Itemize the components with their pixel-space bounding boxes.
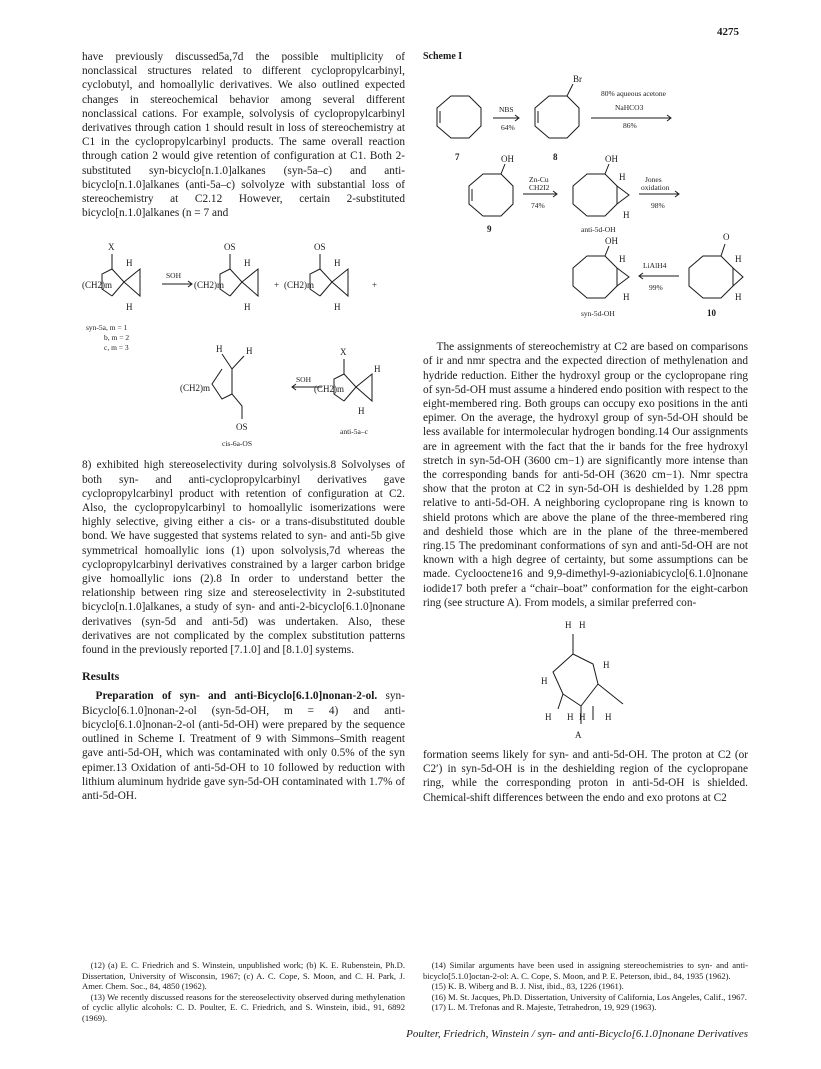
plus-sign: +	[372, 280, 378, 291]
nbs-yield: 64%	[501, 123, 515, 133]
scheme-structures	[423, 68, 748, 336]
footnote-14: (14) Similar arguments have been used in assigning stereochemistries to syn- and anti-bicyclo[5.1.0]octan-2-ol: A. C. Cope, S. Moon, and P. E. Peterson, ibid., 84, 1935 (1962).	[423, 960, 748, 981]
footnote-16: (16) M. St. Jacques, Ph.D. Dissertation, University of California, Los Angeles, Calif., 1967.	[431, 991, 747, 1002]
footnote-17: (17) L. M. Trefonas and R. Majeste, Tetrahedron, 19, 929 (1963).	[431, 1002, 657, 1013]
right-paragraph-1: The assignments of stereochemistry at C2 are based on comparisons of ir and nmr spectra and the expected direction of methylenation and hydride reduction. Either the hydroxyl group or the cyclopropane ring of syn-5d-OH must assume a hindered endo position with respect to the eight-membered ring. Both groups can occupy exo positions in the anti epimer. On the average, the hydroxyl group of syn-5d-OH should be less available for intermolecular hydrogen bonding.14 Our assignments are in agreement with the fact that the ir bands for the free hydroxyl stretch in syn-5d-OH (3600 cm−1) are significantly more intense than the corresponding bands for anti-5d-OH (3620 cm−1). Nmr spectra show that the proton at C2 in syn-5d-OH is deshielded by 1.28 ppm relative to anti-5d-OH. A neighboring cyclopropane ring is known to shield protons which are above the plane of the three-membered ring and deshield those which are in the plane of the three-membered ring.15 The predominant conformations of syn and anti-5d-OH are not known with a high degree of certainty, but some assumptions can be made. Cyclooctene16 and 9,9-dimethyl-9-azioniabicyclo[6.1.0]nonane iodide17 both prefer a “chair–boat” conformation for the eight-carbon ring (see structure A). From models, a similar preferred con-	[423, 341, 748, 609]
results-heading: Results	[82, 669, 120, 684]
solvolysis-figure	[82, 224, 405, 454]
h-label: H	[126, 258, 133, 269]
oxidation-label: oxidation	[641, 183, 670, 193]
ch2m-label: (CH2)m	[314, 384, 344, 395]
h-label: H	[579, 620, 586, 631]
h-label: H	[565, 620, 572, 631]
plus-sign: +	[274, 280, 280, 291]
h-label: H	[605, 712, 612, 723]
structure-a	[423, 614, 748, 744]
h-label: H	[246, 346, 253, 357]
ch2m-label: (CH2)m	[284, 280, 314, 291]
cis-6a-label: cis-6a-OS	[222, 439, 252, 449]
h-label: H	[334, 302, 341, 313]
h-label: H	[126, 302, 133, 313]
structure-a-figure	[423, 614, 748, 744]
h-label: H	[623, 292, 630, 303]
ch2m-label: (CH2)m	[194, 280, 224, 291]
cond1a-label: 80% aqueous acetone	[601, 89, 666, 99]
scheme-figure	[423, 68, 748, 336]
h-label: H	[567, 712, 574, 723]
os-label: OS	[236, 422, 248, 433]
compound-8-label: 8	[553, 152, 558, 163]
footnote-12: (12) (a) E. C. Friedrich and S. Winstein, unpublished work; (b) K. E. Rubenstein, Ph.D. Dissertation, University of Wisconsin, 1967; (c) A. C. Cope, S. Moon, and C. H. Park, J. Amer. Chem. Soc., 84, 4850 (1962).	[82, 960, 405, 992]
h-label: H	[603, 660, 610, 671]
br-label: Br	[573, 74, 582, 85]
li-yield: 99%	[649, 283, 663, 293]
preparation-text: syn-Bicyclo[6.1.0]nonan-2-ol (syn-5d-OH, m = 4) and anti-bicyclo[6.1.0]nonan-2-ol (anti-5d-OH) were prepared by the sequence outlined in Scheme I. Treatment of 9 with Simmons–Smith reagent gave anti-5d-OH, which was contaminated with only 0.5% of the syn epimer.13 Oxidation of anti-5d-OH to 10 followed by reduction with lithium aluminum hydride gave syn-5d-OH contaminated with 1.7% of anti-5d-OH.	[82, 690, 405, 802]
ch2i2-label: CH2I2	[529, 183, 550, 193]
structure-a-label: A	[575, 730, 582, 741]
soh-label: SOH	[296, 375, 312, 385]
oh-label: OH	[605, 236, 618, 247]
zn-yield: 74%	[531, 201, 545, 211]
right-paragraph-2: formation seems likely for syn- and anti-5d-OH. The proton at C2 (or C2′) in syn-5d-OH is in the deshielding region of the cyclopropane ring, while the corresponding proton in anti-5d-OH is shielded. Chemical-shift differences between the endo and exo protons at C2	[423, 749, 748, 804]
lialh4-label: LiAlH4	[643, 261, 667, 271]
left-paragraph-2: 8) exhibited high stereoselectivity during solvolysis.8 Solvolyses of both syn- and anti-cyclopropylcarbinyl derivatives gave cyclopropylcarbinyl product with retention of configuration at C2. Also, the cyclopropylcarbinyl to homoallylic isomerizations were highly selective, giving either a cis- or a trans-disubstituted double bond. We have suggested that systems related to syn- and anti-5b give symmetrical homoallylic ions (1) upon solvolysis,7d whereas the cyclopropylcarbinyl derivatives constrained by a larger carbon bridge give homoallylic ions (2).8 In order to understand better the relationship between ring size and stereoselectivity in 2-substituted bicyclo[n.1.0]alkanes, a study of syn- and anti-2-bicyclo[6.1.0]nonane derivatives (syn-5d and anti-5d) was undertaken. Also, these derivatives are not complicated by the complex substitution patterns found in the previously reported [7.1.0] and [8.1.0] systems.	[82, 459, 405, 657]
oh-label: OH	[501, 154, 514, 165]
compound-9-label: 9	[487, 224, 492, 235]
x-label: X	[340, 347, 347, 358]
syn-5a-label: syn-5a, m = 1	[86, 323, 128, 333]
zncu-label: Zn-Cu	[529, 175, 549, 185]
right-column	[423, 50, 748, 805]
scheme-title: Scheme I	[423, 51, 463, 62]
oh-label: OH	[605, 154, 618, 165]
h-label: H	[541, 676, 548, 687]
h-label: H	[735, 254, 742, 265]
ch2m-label: (CH2)m	[180, 383, 210, 394]
compound-10-label: 10	[707, 308, 716, 319]
jones-label: Jones	[645, 175, 662, 185]
h-label: H	[358, 406, 365, 417]
h-label: H	[619, 254, 626, 265]
o-label: O	[723, 232, 730, 243]
running-footer: Poulter, Friedrich, Winstein / syn- and anti-Bicyclo[6.1.0]nonane Derivatives	[406, 1028, 748, 1040]
left-paragraph-3	[82, 689, 405, 803]
page-number: 4275	[717, 26, 739, 38]
anti-5a-label: anti-5a–c	[340, 427, 368, 437]
os-label: OS	[314, 242, 326, 253]
syn-5d-oh-label: syn-5d-OH	[581, 309, 615, 319]
left-column	[82, 50, 405, 803]
h-label: H	[244, 302, 251, 313]
h-label: H	[619, 172, 626, 183]
compound-7-label: 7	[455, 152, 460, 163]
h-label: H	[579, 712, 586, 723]
c-label: c, m = 3	[104, 343, 129, 353]
cond1b-label: NaHCO3	[615, 103, 644, 113]
left-paragraph-1: have previously discussed5a,7d the possible multiplicity of nonclassical structures related to different cyclopropylcarbinyl, cyclobutyl, and homoallylic derivatives. We also outlined expected changes in stereochemical behavior among several different nonclassical cations. For example, solvolysis of cyclopropylcarbinyl derivatives through cation 1 should result in loss of stereochemistry at C1 in the cyclopropylcarbinyl products. The same overall reaction through cation 2 would give retention of configuration at C1. Both 2-substituted syn-bicyclo[n.1.0]alkanes (syn-5a–c) and anti-bicyclo[n.1.0]alkanes (anti-5a–c) solvolyze with substantial loss of stereochemistry at C2.12 However, certain 2-substituted bicyclo[n.1.0]alkanes (n = 7 and	[82, 51, 405, 220]
x-label: X	[108, 242, 115, 253]
os-label: OS	[224, 242, 236, 253]
ch2m-label: (CH2)m	[82, 280, 112, 291]
h-label: H	[216, 344, 223, 355]
h-label: H	[374, 364, 381, 375]
h-label: H	[334, 258, 341, 269]
anti-5d-oh-label: anti-5d-OH	[581, 225, 616, 235]
h-label: H	[545, 712, 552, 723]
footnote-13: (13) We recently discussed reasons for the stereoselectivity observed during methylenation of cyclic allylic alcohols: C. D. Poulter, E. C. Friedrich, and S. Winstein, ibid., 91, 6892 (1969).	[82, 991, 405, 1023]
h-label: H	[735, 292, 742, 303]
cond1c-label: 86%	[623, 121, 637, 131]
preparation-heading: Preparation of syn- and anti-Bicyclo[6.1.0]nonan-2-ol.	[95, 690, 378, 703]
footnotes-left	[82, 960, 405, 1024]
h-label: H	[244, 258, 251, 269]
nbs-label: NBS	[499, 105, 514, 115]
solvolysis-structures	[82, 224, 405, 454]
b-label: b, m = 2	[104, 333, 130, 343]
soh-label: SOH	[166, 271, 182, 281]
h-label: H	[623, 210, 630, 221]
jones-yield: 98%	[651, 201, 665, 211]
footnotes-right	[423, 960, 748, 1013]
footnote-15: (15) K. B. Wiberg and B. J. Nist, ibid., 83, 1226 (1961).	[431, 981, 624, 992]
